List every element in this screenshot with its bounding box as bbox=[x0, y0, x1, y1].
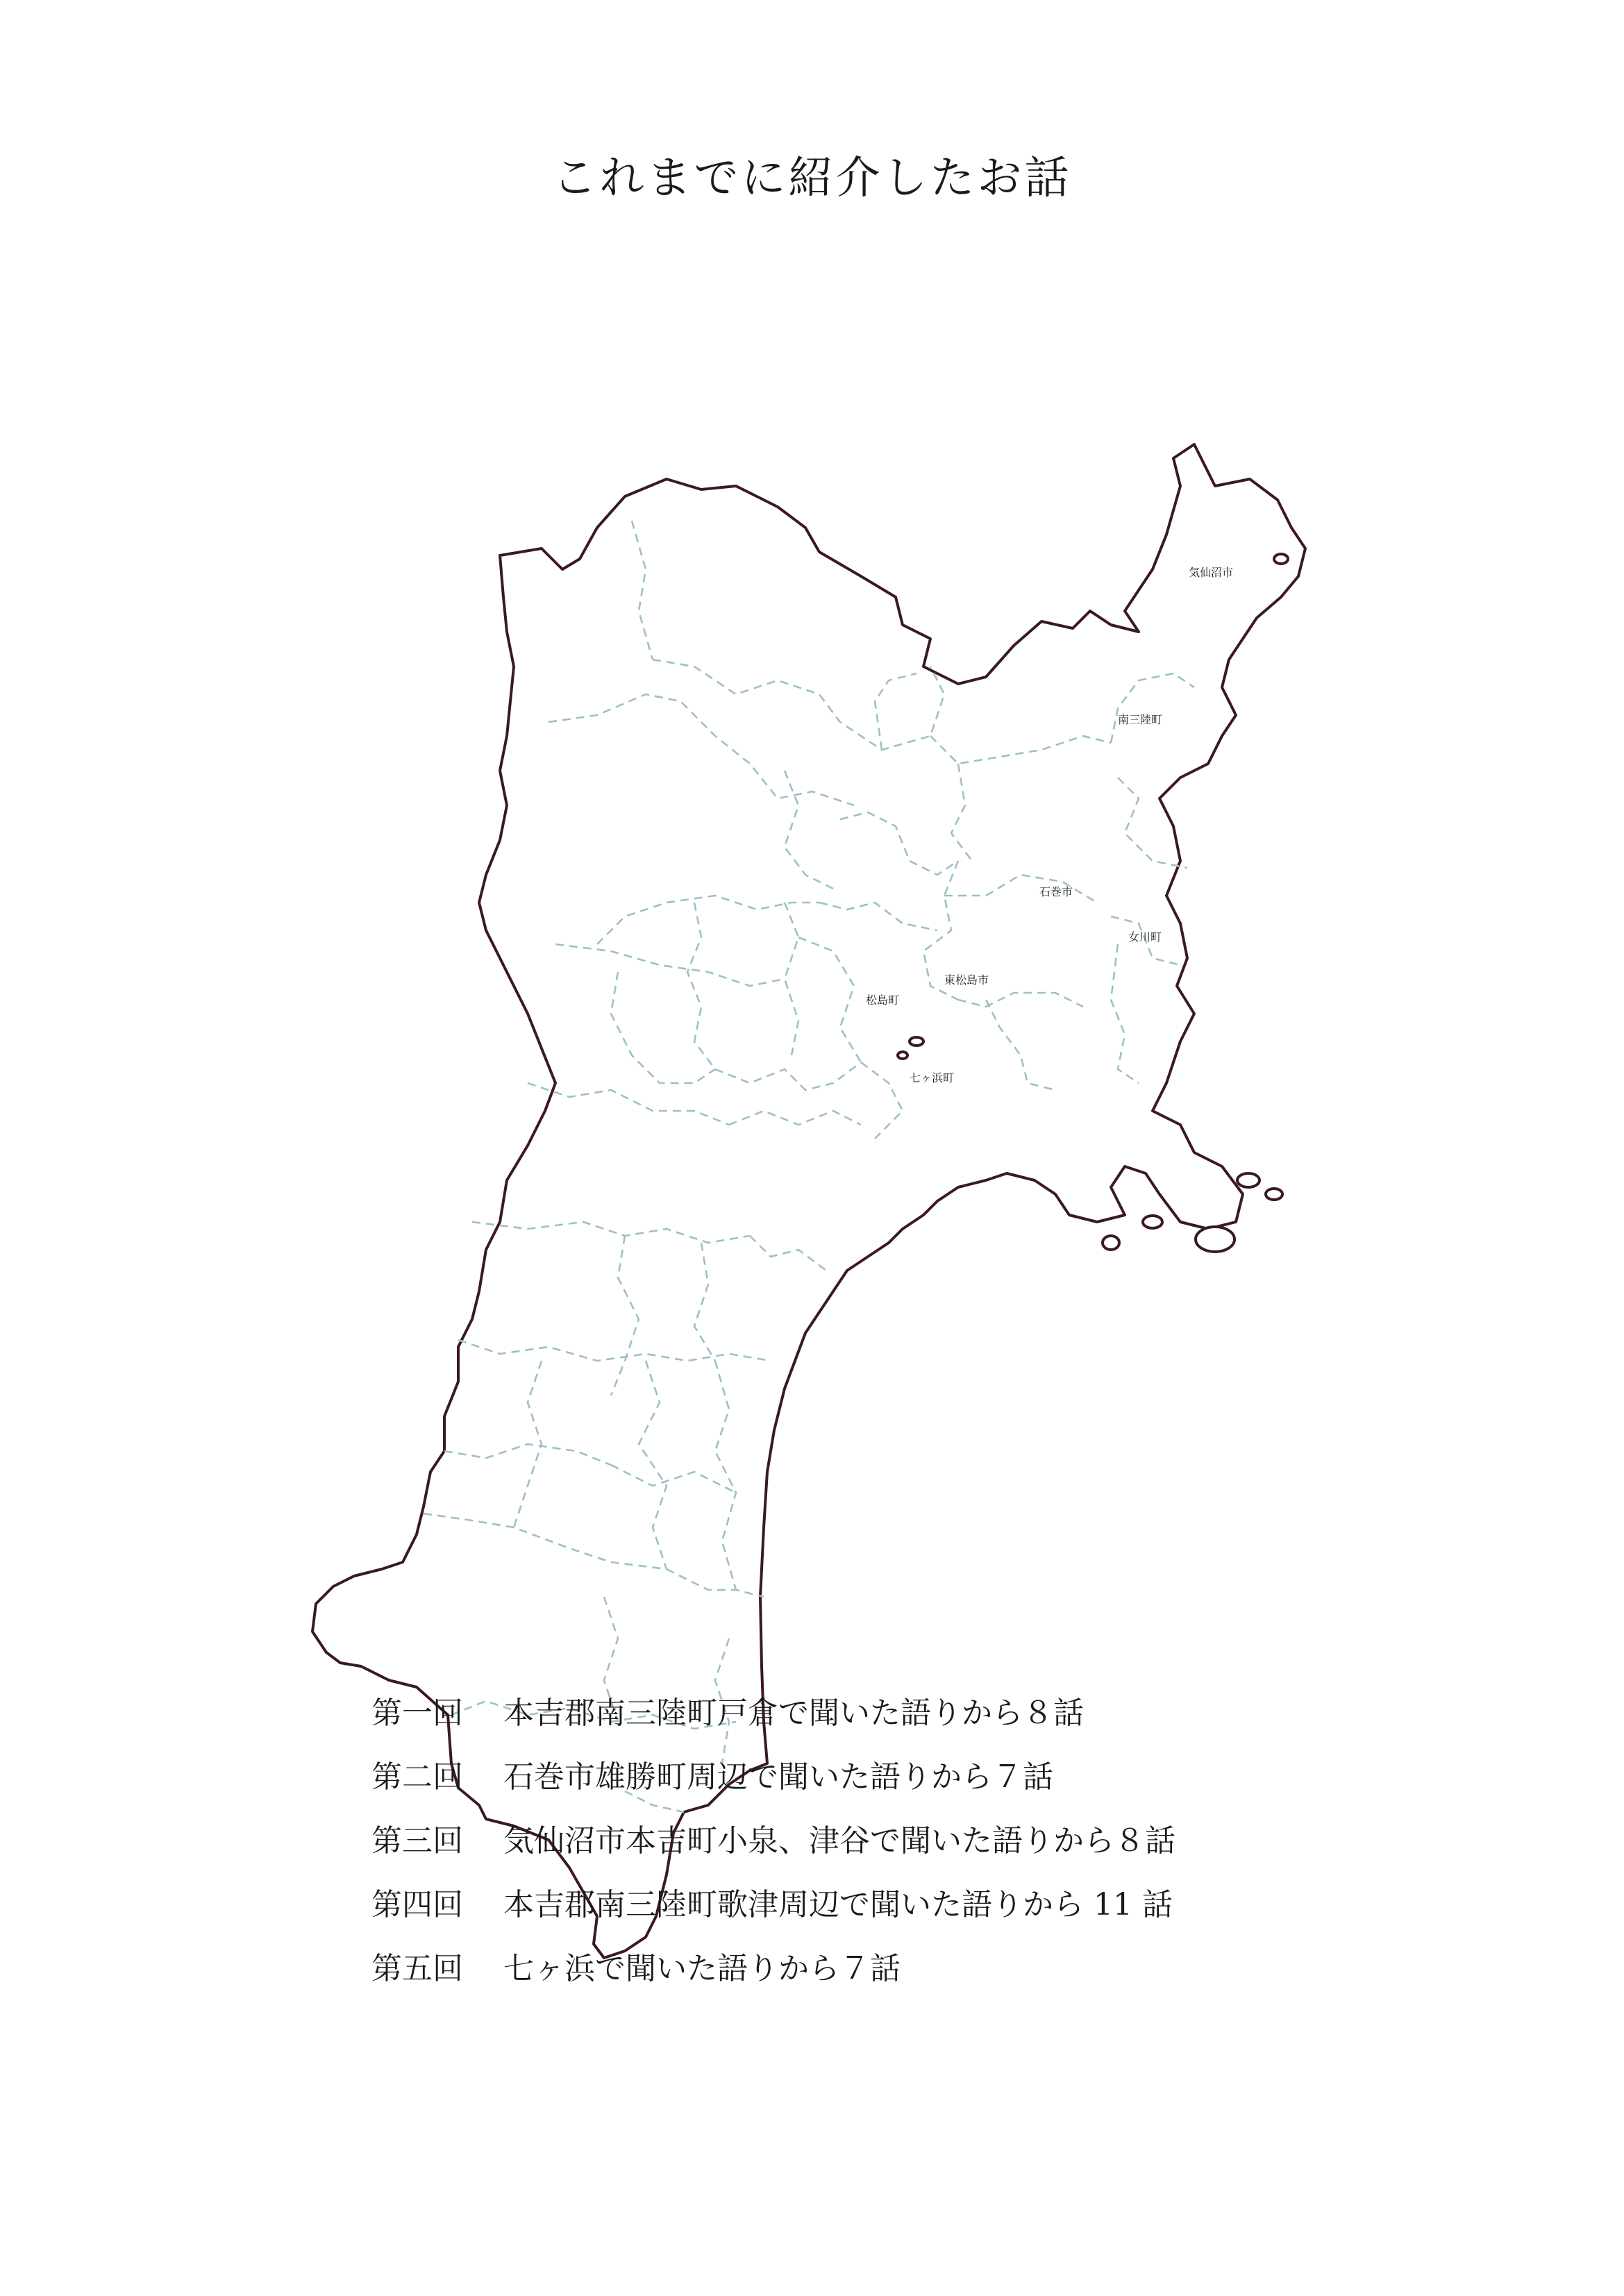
episode-number: 第一回 bbox=[371, 1695, 463, 1731]
island bbox=[1103, 1236, 1119, 1250]
island bbox=[1237, 1173, 1259, 1187]
island bbox=[910, 1037, 923, 1046]
episode-item bbox=[371, 1757, 1175, 1820]
label-kesennuma: 気仙沼市 bbox=[1189, 566, 1234, 579]
island bbox=[1196, 1227, 1234, 1252]
episode-item bbox=[371, 1693, 1175, 1757]
episode-number: 第三回 bbox=[371, 1823, 463, 1859]
episode-number: 第二回 bbox=[371, 1759, 463, 1795]
label-shichigahama: 七ヶ浜町 bbox=[910, 1071, 955, 1084]
episode-item bbox=[371, 1820, 1175, 1884]
island bbox=[898, 1052, 907, 1059]
episode-number: 第五回 bbox=[371, 1951, 463, 1986]
episode-text: 七ヶ浜で聞いた語りから７話 bbox=[503, 1951, 901, 1986]
episode-item bbox=[371, 1884, 1175, 1948]
page-title: これまでに紹介したお話 bbox=[552, 153, 1072, 204]
island bbox=[1143, 1216, 1162, 1228]
episode-text: 気仙沼市本吉町小泉、津谷で聞いた語りから８話 bbox=[503, 1823, 1175, 1859]
episode-text: 本吉郡南三陸町戸倉で聞いた語りから８話 bbox=[503, 1695, 1084, 1731]
episode-text: 石巻市雄勝町周辺で聞いた語りから７話 bbox=[503, 1759, 1053, 1795]
label-higashimatsushima: 東松島市 bbox=[944, 973, 989, 987]
label-ishinomaki: 石巻市 bbox=[1039, 885, 1073, 898]
label-matsushima: 松島町 bbox=[866, 994, 900, 1007]
episode-item bbox=[371, 1948, 1175, 2012]
island bbox=[1266, 1189, 1282, 1200]
label-onagawa: 女川町 bbox=[1128, 930, 1162, 944]
episode-list bbox=[371, 1693, 1175, 2012]
island bbox=[1274, 554, 1288, 564]
episode-number: 第四回 bbox=[371, 1887, 463, 1922]
label-minamisanriku: 南三陸町 bbox=[1118, 713, 1163, 726]
episode-text: 本吉郡南三陸町歌津周辺で聞いた語りから 11 話 bbox=[503, 1887, 1173, 1922]
